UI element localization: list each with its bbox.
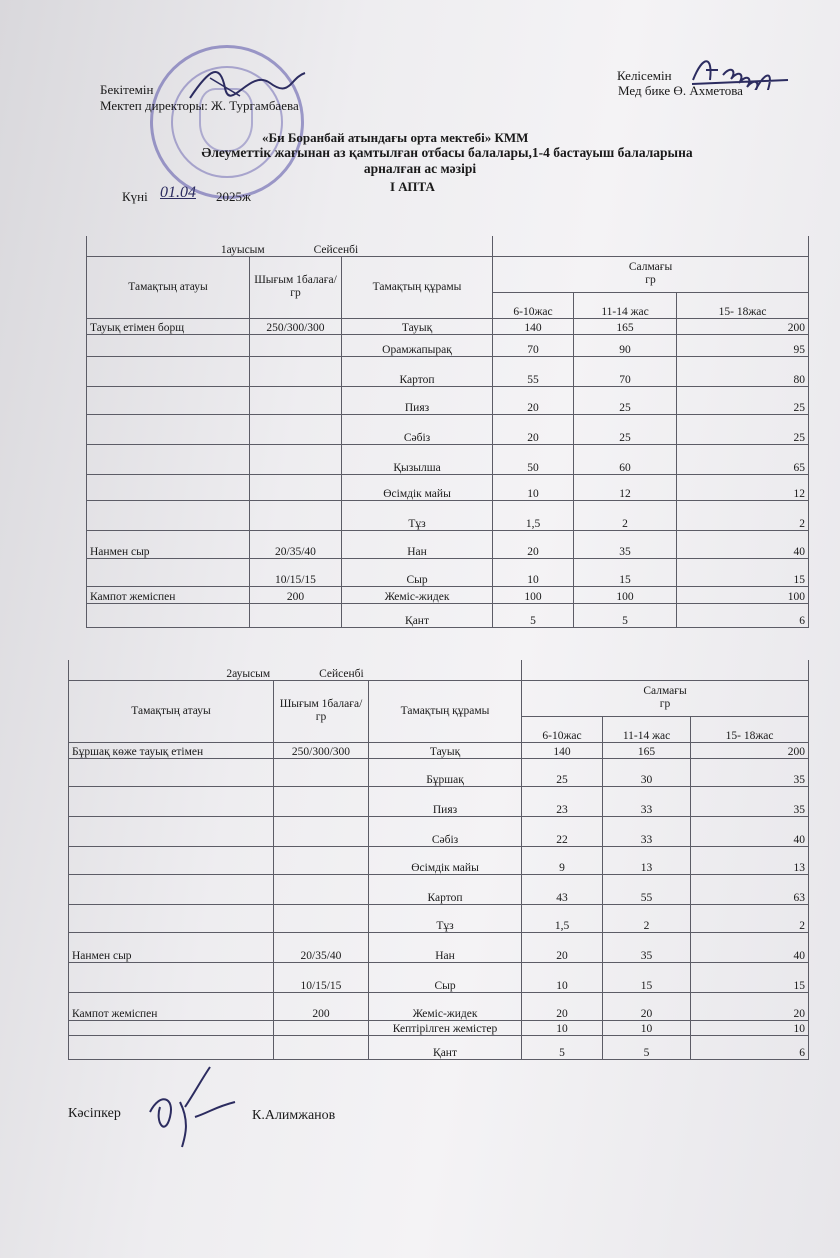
shift2-age1-value: 25 [522,758,603,786]
shift2-dish-header: Тамақтың атауы [69,680,274,742]
shift2-age3-value: 63 [691,874,809,904]
shift1-yield-cell [250,386,342,414]
shift2-menu-table [68,660,809,1060]
shift1-dish-cell [87,414,250,444]
shift1-composition-header: Тамақтың құрамы [342,256,493,318]
shift2-yield-cell [274,874,369,904]
shift1-dish-cell: Тауық етімен борщ [87,318,250,334]
shift2-age2-value: 55 [603,874,691,904]
shift1-dish-header: Тамақтың атауы [87,256,250,318]
date-value: 01.04 [160,184,196,201]
shift1-ingredient-cell: Жеміс-жидек [342,586,493,603]
shift2-shift-label: 2ауысым [226,667,271,680]
shift2-age2-value: 33 [603,786,691,816]
shift1-yield-header: Шығым 1балаға/гр [250,256,342,318]
shift1-age3-value: 2 [677,500,809,530]
shift1-yield-cell: 250/300/300 [250,318,342,334]
shift1-age3-value: 65 [677,444,809,474]
shift1-ingredient-cell: Сыр [342,558,493,586]
shift1-age3-value: 15 [677,558,809,586]
week-label: I АПТА [390,179,435,194]
shift2-yield-cell [274,1035,369,1059]
shift2-dish-cell: Кампот жеміспен [69,992,274,1020]
shift1-age2-value: 15 [574,558,677,586]
shift1-age2-value: 165 [574,318,677,334]
shift2-ingredient-cell: Өсімдік майы [369,846,522,874]
date-label: Күні [122,189,148,204]
shift1-age1-value: 55 [493,356,574,386]
shift2-age1-value: 43 [522,874,603,904]
shift1-age2-value: 60 [574,444,677,474]
shift1-ingredient-cell: Қызылша [342,444,493,474]
shift2-yield-cell [274,758,369,786]
shift1-dish-cell [87,603,250,627]
shift1-table-row [87,586,809,603]
shift1-dish-cell [87,356,250,386]
shift2-yield-header: Шығым 1балаға/гр [274,680,369,742]
shift1-table-row [87,356,809,386]
shift1-age3-value: 40 [677,530,809,558]
shift1-table-row [87,474,809,500]
shift2-table-row [69,816,809,846]
shift1-age3-header: 15- 18жас [677,292,809,318]
shift1-age1-value: 1,5 [493,500,574,530]
shift2-dish-cell: Бұршақ көже тауық етімен [69,742,274,758]
shift2-ingredient-cell: Кептірілген жемістер [369,1020,522,1035]
shift2-ingredient-cell: Сыр [369,962,522,992]
shift1-age2-value: 25 [574,414,677,444]
shift2-ingredient-cell: Тауық [369,742,522,758]
shift2-ingredient-cell: Тұз [369,904,522,932]
shift2-table-row [69,786,809,816]
shift2-yield-cell: 10/15/15 [274,962,369,992]
shift2-dish-cell [69,816,274,846]
shift1-age2-value: 25 [574,386,677,414]
shift2-age1-value: 5 [522,1035,603,1059]
shift2-age2-header: 11-14 жас [603,716,691,742]
shift2-age2-value: 33 [603,816,691,846]
shift1-age1-value: 70 [493,334,574,356]
shift1-age3-value: 95 [677,334,809,356]
shift1-age2-header: 11-14 жас [574,292,677,318]
shift1-dish-cell: Нанмен сыр [87,530,250,558]
shift2-ingredient-cell: Бұршақ [369,758,522,786]
shift1-table-row [87,444,809,474]
shift1-yield-cell [250,356,342,386]
shift2-weight-header: Салмағы гр [522,680,809,716]
shift2-yield-cell: 200 [274,992,369,1020]
shift1-age2-value: 100 [574,586,677,603]
shift2-table-row [69,992,809,1020]
shift1-age2-value: 12 [574,474,677,500]
shift1-header-row [87,256,809,292]
shift1-yield-cell: 200 [250,586,342,603]
shift1-weight-header: Салмағы гр [493,256,809,292]
shift1-age1-value: 140 [493,318,574,334]
approve-label: Бекітемін [100,82,154,97]
shift2-age2-value: 30 [603,758,691,786]
shift1-day-label: Сейсенбі [313,243,359,256]
shift2-age1-value: 9 [522,846,603,874]
shift2-dish-cell [69,1020,274,1035]
shift1-dish-cell [87,558,250,586]
shift2-yield-cell [274,816,369,846]
shift2-ingredient-cell: Пияз [369,786,522,816]
shift2-age3-value: 40 [691,932,809,962]
shift2-age3-value: 13 [691,846,809,874]
shift2-yield-cell [274,786,369,816]
shift2-yield-cell: 250/300/300 [274,742,369,758]
shift1-dish-cell: Кампот жеміспен [87,586,250,603]
shift2-table-row [69,904,809,932]
shift2-age2-value: 20 [603,992,691,1020]
shift2-age1-value: 22 [522,816,603,846]
shift2-age1-value: 10 [522,962,603,992]
nurse-name: Мед бике Ө. Ахметова [618,83,743,98]
shift1-age1-header: 6-10жас [493,292,574,318]
shift1-yield-cell [250,603,342,627]
shift1-age2-value: 90 [574,334,677,356]
shift1-ingredient-cell: Сәбіз [342,414,493,444]
shift1-table-row [87,386,809,414]
shift2-ingredient-cell: Сәбіз [369,816,522,846]
shift1-title-row [87,236,809,256]
shift2-dish-cell [69,1035,274,1059]
shift1-ingredient-cell: Қант [342,603,493,627]
shift2-age1-value: 20 [522,992,603,1020]
shift2-age3-header: 15- 18жас [691,716,809,742]
shift1-menu-table [86,236,809,628]
shift1-age3-value: 25 [677,386,809,414]
shift2-age2-value: 10 [603,1020,691,1035]
shift1-table-row [87,558,809,586]
document-title: Әлеуметтік жағынан аз қамтылған отбасы балалары,1-4 бастауыш балаларына [201,145,693,160]
shift1-age2-value: 35 [574,530,677,558]
document-subtitle: арналған ас мәзірі [363,161,477,176]
shift2-age3-value: 200 [691,742,809,758]
date-year: 2025ж [216,189,251,204]
shift2-table-row [69,758,809,786]
shift2-age1-header: 6-10жас [522,716,603,742]
shift1-ingredient-cell: Нан [342,530,493,558]
shift1-yield-cell [250,334,342,356]
shift1-table-row [87,414,809,444]
shift1-ingredient-cell: Тауық [342,318,493,334]
shift2-age2-value: 35 [603,932,691,962]
shift2-ingredient-cell: Жеміс-жидек [369,992,522,1020]
shift2-dish-cell [69,904,274,932]
shift2-age3-value: 40 [691,816,809,846]
shift1-yield-cell [250,474,342,500]
shift1-age1-value: 5 [493,603,574,627]
agree-label: Келісемін [617,68,672,83]
shift2-age3-value: 20 [691,992,809,1020]
director-name: Мектеп директоры: Ж. Тургамбаева [100,98,299,113]
shift1-ingredient-cell: Өсімдік майы [342,474,493,500]
shift2-age2-value: 2 [603,904,691,932]
shift1-table-row [87,334,809,356]
shift1-dish-cell [87,444,250,474]
shift1-age1-value: 20 [493,530,574,558]
shift2-age1-value: 20 [522,932,603,962]
shift1-shift-label: 1ауысым [220,243,265,256]
shift2-age3-value: 15 [691,962,809,992]
shift2-day-label: Сейсенбі [319,667,364,680]
footer-name: К.Алимжанов [252,1108,336,1123]
shift2-table-row [69,932,809,962]
shift2-composition-header: Тамақтың құрамы [369,680,522,742]
shift2-table-row [69,962,809,992]
shift1-age2-value: 70 [574,356,677,386]
shift1-age3-value: 25 [677,414,809,444]
shift2-title-row [69,660,809,680]
shift1-yield-cell: 20/35/40 [250,530,342,558]
shift1-table-row [87,500,809,530]
shift1-table-row [87,603,809,627]
shift1-age2-value: 2 [574,500,677,530]
shift2-dish-cell: Нанмен сыр [69,932,274,962]
shift1-dish-cell [87,474,250,500]
shift2-dish-cell [69,874,274,904]
shift1-age1-value: 10 [493,474,574,500]
shift1-age2-value: 5 [574,603,677,627]
shift2-age1-value: 1,5 [522,904,603,932]
shift2-ingredient-cell: Нан [369,932,522,962]
entrepreneur-signature [140,1062,240,1152]
shift2-dish-cell [69,758,274,786]
shift1-age1-value: 50 [493,444,574,474]
shift1-yield-cell [250,500,342,530]
shift1-ingredient-cell: Тұз [342,500,493,530]
shift2-yield-cell [274,904,369,932]
shift2-age1-value: 140 [522,742,603,758]
shift2-table-row [69,742,809,758]
shift2-yield-cell [274,846,369,874]
shift2-age3-value: 6 [691,1035,809,1059]
shift2-table-row [69,846,809,874]
shift2-yield-cell: 20/35/40 [274,932,369,962]
shift1-age3-value: 6 [677,603,809,627]
shift2-age1-value: 10 [522,1020,603,1035]
shift1-age3-value: 200 [677,318,809,334]
shift2-table-row [69,874,809,904]
shift1-table-row [87,530,809,558]
shift1-table-row [87,318,809,334]
shift2-dish-cell [69,962,274,992]
shift2-age3-value: 35 [691,786,809,816]
shift2-table-row [69,1035,809,1059]
shift2-header-row [69,680,809,716]
shift2-age3-value: 10 [691,1020,809,1035]
shift2-ingredient-cell: Картоп [369,874,522,904]
shift2-dish-cell [69,786,274,816]
shift2-age2-value: 13 [603,846,691,874]
shift1-yield-cell: 10/15/15 [250,558,342,586]
shift1-dish-cell [87,334,250,356]
shift2-yield-cell [274,1020,369,1035]
shift1-age1-value: 20 [493,414,574,444]
shift2-ingredient-cell: Қант [369,1035,522,1059]
shift1-ingredient-cell: Орамжапырақ [342,334,493,356]
shift2-table-row [69,1020,809,1035]
shift1-ingredient-cell: Картоп [342,356,493,386]
shift1-age3-value: 12 [677,474,809,500]
shift1-dish-cell [87,386,250,414]
shift2-age2-value: 5 [603,1035,691,1059]
shift1-yield-cell [250,444,342,474]
shift1-age1-value: 10 [493,558,574,586]
shift2-age3-value: 35 [691,758,809,786]
shift1-age1-value: 100 [493,586,574,603]
shift1-age3-value: 100 [677,586,809,603]
shift2-age2-value: 165 [603,742,691,758]
school-name: «Би Боранбай атындағы орта мектебі» КММ [262,130,529,145]
shift1-age1-value: 20 [493,386,574,414]
footer-label: Кәсіпкер [68,1106,121,1121]
shift1-dish-cell [87,500,250,530]
shift2-dish-cell [69,846,274,874]
shift1-yield-cell [250,414,342,444]
shift1-ingredient-cell: Пияз [342,386,493,414]
shift1-age3-value: 80 [677,356,809,386]
shift2-age2-value: 15 [603,962,691,992]
shift2-age3-value: 2 [691,904,809,932]
shift2-age1-value: 23 [522,786,603,816]
